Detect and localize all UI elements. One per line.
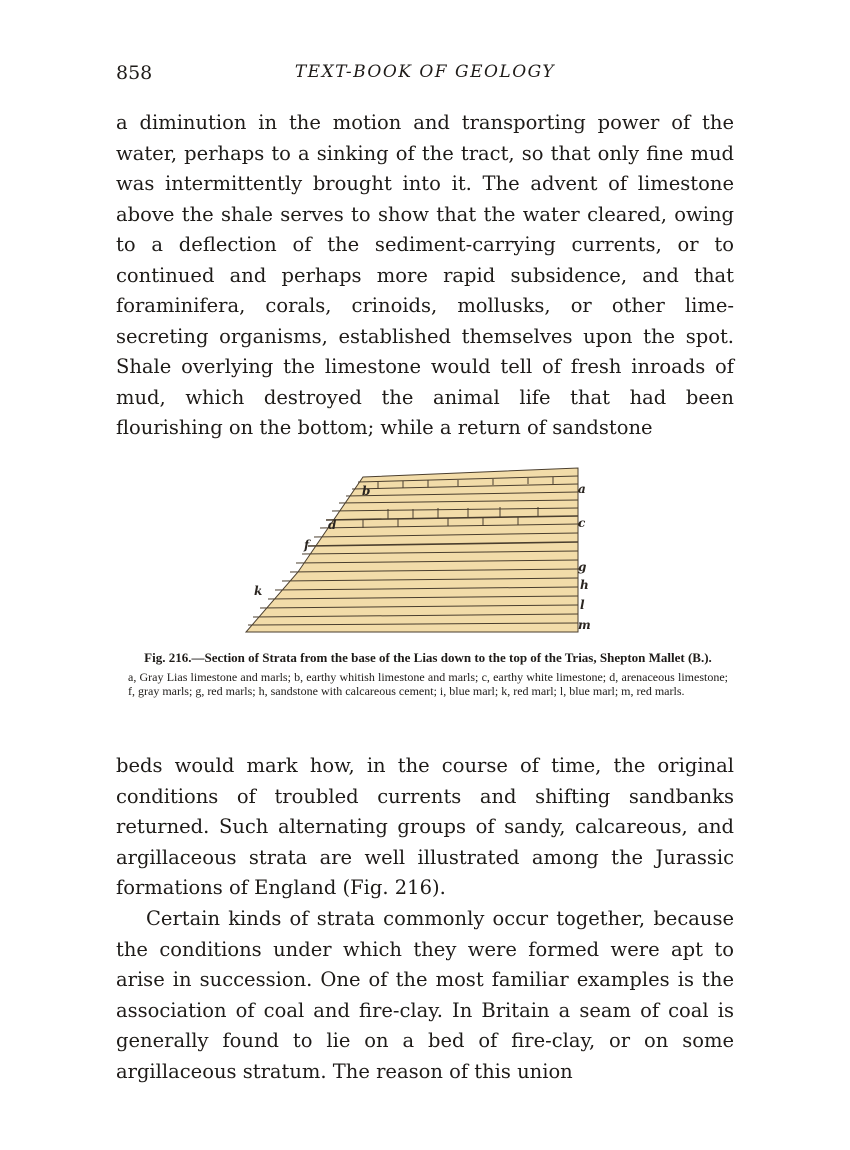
stratum-label-a: a [578,482,586,496]
stratum-label-f: f [304,538,310,552]
running-title: TEXT-BOOK OF GEOLOGY [294,62,556,82]
stratum-label-k: k [254,584,263,598]
stratum-label-g: g [578,560,587,574]
figure-caption [128,650,728,698]
stratum-label-m: m [578,618,591,632]
body-paragraph-2: beds would mark how, in the course of time, the original conditions of troubled currents and shifting sandbanks returned. Such alternating groups of sandy, calcareous, and argillaceous strata are well illustrated among the Jurassic formations of England (Fig. 216). [116,754,734,899]
strata-section-illustration [238,462,598,642]
stratum-label-h: h [580,578,589,592]
stratum-label-l: l [580,598,585,612]
strata-section-figure [238,462,598,642]
body-paragraph-3: Certain kinds of strata commonly occur together, because the conditions under which they were formed were apt to arise in succession. One of the most familiar examples is the association of coal and fire-clay. In Britain a seam of coal is generally found to lie on a bed of fire-clay, or on some argillaceous stratum. The reason of this union [116,907,734,1083]
figure-caption-legend: a, Gray Lias limestone and marls; b, earthy whitish limestone and marls; c, earthy white limestone; d, arenaceous limestone; f, gray marls; g, red marls; h, sandstone with calcareous cement; i, blue marl; k, red marl; l, blue marl; m, red marls. [128,670,728,698]
body-paragraph-1: a diminution in the motion and transporting power of the water, perhaps to a sinking of the tract, so that only fine mud was intermittently brought into it. The advent of limestone above the shale serves to show that the water cleared, owing to a deflection of the sediment-carrying currents, or to continued and perhaps more rapid subsidence, and that foraminifera, corals, crinoids, mollusks, or other lime-secreting organisms, established themselves upon the spot. Shale overlying the limestone would tell of fresh inroads of mud, which destroyed the animal life that had been flourishing on the bottom; while a return of sandstone [116,111,734,439]
stratum-label-b: b [362,484,371,498]
stratum-label-c: c [578,516,586,530]
figure-caption-title: Fig. 216.—Section of Strata from the base of the Lias down to the top of the Trias, Shepton Mallet (B.). [144,650,712,665]
page-number: 858 [116,62,153,84]
stratum-label-d: d [328,518,337,532]
page-header [116,62,734,92]
